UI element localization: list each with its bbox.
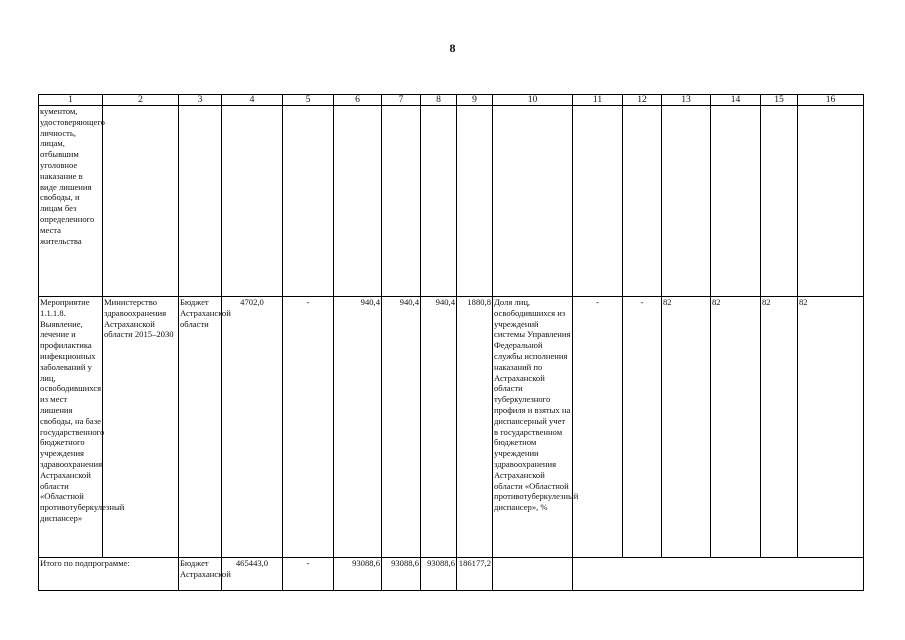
table-cell <box>103 106 179 297</box>
table-cell <box>711 106 761 297</box>
indicator-value-cell: - <box>573 297 623 558</box>
total-amount-cell: 465443,0 <box>222 558 283 591</box>
amount-cell: 940,4 <box>421 297 457 558</box>
indicator-value-cell: 82 <box>761 297 798 558</box>
table-cell <box>493 106 573 297</box>
column-number: 15 <box>761 95 798 106</box>
table-cell <box>493 558 573 591</box>
amount-cell: 186177,2 <box>457 558 493 591</box>
table-cell <box>222 106 283 297</box>
column-number: 11 <box>573 95 623 106</box>
page-number: 8 <box>449 41 456 55</box>
measure-description-continued: кументом, удостоверяющего личность, лицам, отбывшим уголовное наказание в виде лишения свободы, и лицам без определенного места жительства <box>39 106 103 297</box>
funding-source-cell: Бюджет Астраханской <box>179 558 222 591</box>
amount-cell: 940,4 <box>382 297 421 558</box>
column-number: 6 <box>334 95 382 106</box>
table-row-continuation <box>39 106 864 297</box>
amount-cell: 93088,6 <box>382 558 421 591</box>
indicator-value-cell: 82 <box>711 297 761 558</box>
amount-cell: 1880,8 <box>457 297 493 558</box>
column-number: 14 <box>711 95 761 106</box>
indicator-value-cell: 82 <box>662 297 711 558</box>
column-number: 8 <box>421 95 457 106</box>
column-number: 4 <box>222 95 283 106</box>
column-number: 2 <box>103 95 179 106</box>
amount-cell: - <box>283 558 334 591</box>
indicator-cell: Доля лиц, освободившихся из учреждений системы Управления Федеральной службы исполнения наказаний по Астраханской области туберкулезного профиля и взятых на диспансерный учет в государственном бюджетном учреждении здравоохранения Астраханской области «Областной противотуберкулезный диспансер», % <box>493 297 573 558</box>
program-table <box>38 94 864 591</box>
indicator-value-cell: - <box>623 297 662 558</box>
column-number: 1 <box>39 95 103 106</box>
column-number: 10 <box>493 95 573 106</box>
column-number-row <box>39 95 864 106</box>
table-row-measure <box>39 297 864 558</box>
table-cell <box>573 558 864 591</box>
total-label: Итого по подпрограмме: <box>39 558 179 591</box>
column-number: 3 <box>179 95 222 106</box>
table-cell <box>421 106 457 297</box>
table-cell <box>573 106 623 297</box>
funding-source-cell: Бюджет Астраханской области <box>179 297 222 558</box>
executor-cell: Министерство здравоохранения Астраханской области 2015–2030 <box>103 297 179 558</box>
table-cell <box>382 106 421 297</box>
table-row-total <box>39 558 864 591</box>
column-number: 5 <box>283 95 334 106</box>
indicator-value-cell: 82 <box>798 297 864 558</box>
column-number: 7 <box>382 95 421 106</box>
column-number: 9 <box>457 95 493 106</box>
table-cell <box>623 106 662 297</box>
table-cell <box>457 106 493 297</box>
amount-cell: 93088,6 <box>334 558 382 591</box>
table-cell <box>798 106 864 297</box>
amount-cell: - <box>283 297 334 558</box>
amount-cell: 940,4 <box>334 297 382 558</box>
table-cell <box>334 106 382 297</box>
measure-description: Мероприятие 1.1.1.8. Выявление, лечение и профилактика инфекционных заболеваний у лиц, освободившихся из мест лишения свободы, на базе государственного бюджетного учреждения здравоохранения Астраханской области «Областной противотуберкулезный диспансер» <box>39 297 103 558</box>
table-cell <box>179 106 222 297</box>
table-cell <box>283 106 334 297</box>
column-number: 13 <box>662 95 711 106</box>
column-number: 12 <box>623 95 662 106</box>
total-amount-cell: 4702,0 <box>222 297 283 558</box>
table-cell <box>662 106 711 297</box>
amount-cell: 93088,6 <box>421 558 457 591</box>
column-number: 16 <box>798 95 864 106</box>
table-cell <box>761 106 798 297</box>
